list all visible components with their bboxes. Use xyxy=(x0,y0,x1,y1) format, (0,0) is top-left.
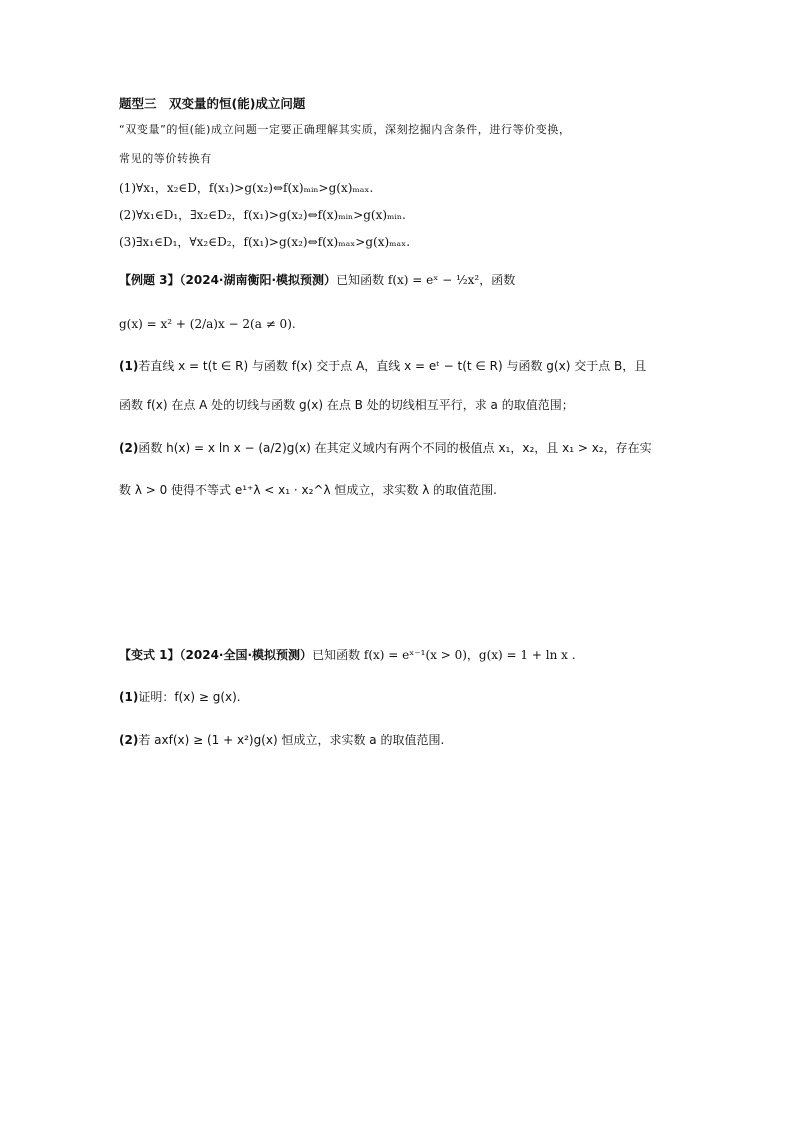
variant-header xyxy=(119,646,576,664)
question-text: 若 axf(x) ≥ (1 + x²)g(x) 恒成立，求实数 a 的取值范围. xyxy=(138,733,445,747)
example-header xyxy=(119,271,515,289)
question-number: (1) xyxy=(119,359,139,373)
question-number: (1) xyxy=(119,690,139,704)
variant-label: 【变式 1】 xyxy=(119,648,180,662)
question-text: 若直线 x = t(t ∈ R) 与函数 f(x) 交于点 A，直线 x = eᵗ − t(t ∈ R) 与函数 g(x) 交于点 B，且 xyxy=(138,359,647,373)
section-intro-line-1: “双变量”的恒(能)成立问题一定要正确理解其实质，深刻挖掘内含条件，进行等价变换， xyxy=(119,123,571,136)
example-source: （2024·湖南衡阳·模拟预测） xyxy=(179,273,337,287)
section-title: 题型三 双变量的恒(能)成立问题 xyxy=(119,96,306,111)
variant-question-2 xyxy=(119,731,444,749)
question-number: (2) xyxy=(119,733,139,747)
variant-source: （2024·全国·模拟预测） xyxy=(179,648,313,662)
example-label: 【例题 3】 xyxy=(119,273,180,287)
equivalence-rule-1: (1)∀x₁，x₂∈D，f(x₁)>g(x₂)⇔f(x)ₘᵢₙ>g(x)ₘₐₓ. xyxy=(119,181,374,195)
example-question-1-line-2: 函数 f(x) 在点 A 处的切线与函数 g(x) 在点 B 处的切线相互平行，求 a 的取值范围； xyxy=(119,398,574,412)
question-number: (2) xyxy=(119,441,139,455)
variant-question-1 xyxy=(119,688,241,706)
example-question-2-line-1 xyxy=(119,439,652,457)
question-text: 证明：f(x) ≥ g(x). xyxy=(138,690,241,704)
variant-stem: 已知函数 f(x) = eˣ⁻¹(x > 0)，g(x) = 1 + ln x . xyxy=(312,648,576,662)
example-stem-1: 已知函数 f(x) = eˣ − ½x²，函数 xyxy=(336,273,516,287)
example-question-1-line-1 xyxy=(119,357,646,375)
example-question-2-line-2: 数 λ > 0 使得不等式 e¹⁺λ < x₁ · x₂^λ 恒成立，求实数 λ 的取值范围. xyxy=(119,483,497,497)
equivalence-rule-3: (3)∃x₁∈D₁，∀x₂∈D₂，f(x₁)>g(x₂)⇔f(x)ₘₐₓ>g(x)ₘₐₓ. xyxy=(119,235,411,249)
section-intro-line-2: 常见的等价转换有 xyxy=(119,152,212,165)
question-text: 函数 h(x) = x ln x − (a/2)g(x) 在其定义域内有两个不同的极值点 x₁，x₂，且 x₁ > x₂，存在实 xyxy=(138,441,652,455)
example-stem-2: g(x) = x² + (2/a)x − 2(a ≠ 0). xyxy=(119,317,296,331)
equivalence-rule-2: (2)∀x₁∈D₁，∃x₂∈D₂，f(x₁)>g(x₂)⇔f(x)ₘᵢₙ>g(x)ₘᵢₙ. xyxy=(119,208,406,222)
